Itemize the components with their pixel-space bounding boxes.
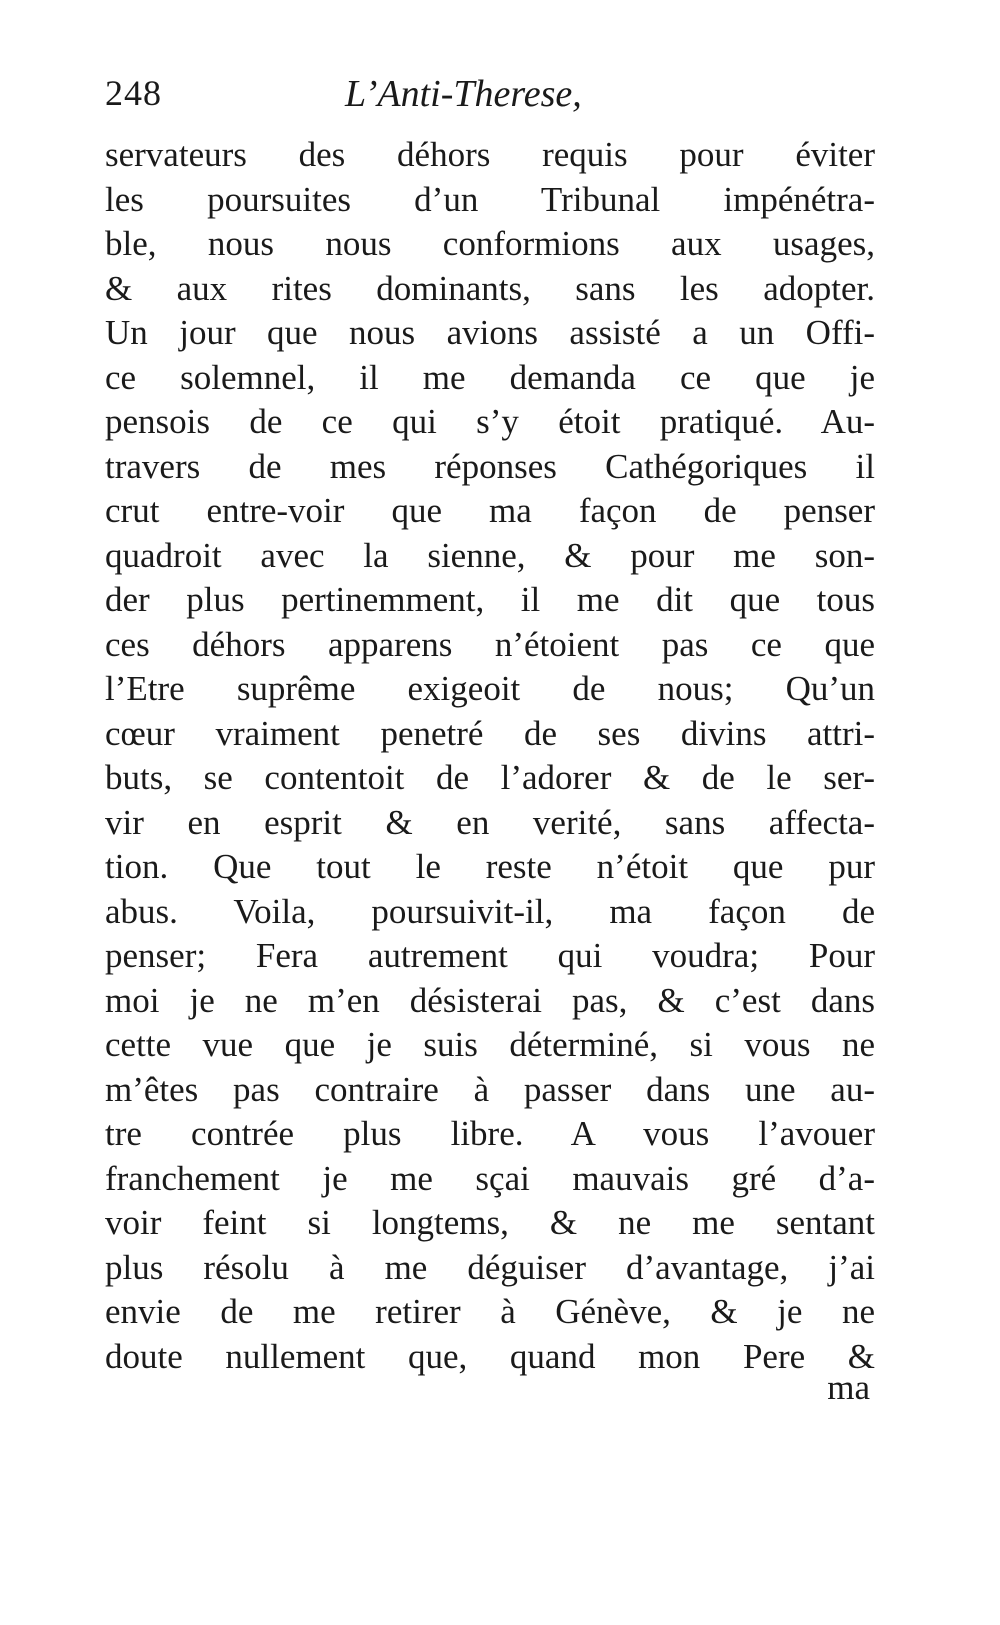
text-line: cœur vraiment penetré de ses divins attri- — [105, 713, 875, 753]
text-line: cette vue que je suis déterminé, si vous ne — [105, 1025, 875, 1064]
text-line: abus. Voila, poursuivit-il, ma façon de — [105, 891, 875, 931]
text-line: envie de me retirer à Génève, & je ne — [105, 1292, 875, 1331]
text-line: quadroit avec la sienne, & pour me son- — [105, 535, 875, 575]
catchword: ma — [827, 1368, 870, 1407]
text-line: m’êtes pas contraire à passer dans une au- — [105, 1069, 875, 1109]
text-line: l’Etre suprême exigeoit de nous; Qu’un — [105, 669, 875, 708]
text-line: voir feint si longtems, & ne me sentant — [105, 1203, 875, 1242]
text-line: ble, nous nous conformions aux usages, — [105, 224, 875, 263]
text-line: moi je ne m’en désisterai pas, & c’est dans — [105, 980, 875, 1020]
text-line: franchement je me sçai mauvais gré d’a- — [105, 1158, 875, 1198]
text-line: pensois de ce qui s’y étoit pratiqué. Au- — [105, 402, 875, 441]
text-line: plus résolu à me déguiser d’avantage, j’ai — [105, 1247, 875, 1287]
text-line: penser; Fera autrement qui voudra; Pour — [105, 936, 875, 975]
text-line: Un jour que nous avions assisté a un Offi- — [105, 313, 875, 352]
text-line: tre contrée plus libre. A vous l’avouer — [105, 1114, 875, 1153]
text-line: ce solemnel, il me demanda ce que je — [105, 357, 875, 397]
text-line: & aux rites dominants, sans les adopter. — [105, 268, 875, 308]
text-line: tion. Que tout le reste n’étoit que pur — [105, 847, 875, 886]
page-header — [105, 72, 875, 132]
text-line: ces déhors apparens n’étoient pas ce que — [105, 624, 875, 664]
text-line: vir en esprit & en verité, sans affecta- — [105, 802, 875, 842]
text-line: crut entre-voir que ma façon de penser — [105, 491, 875, 530]
page-number: 248 — [105, 73, 162, 113]
text-line: der plus pertinemment, il me dit que tous — [105, 580, 875, 619]
running-title: L’Anti-Therese, — [345, 73, 582, 115]
body-text — [105, 133, 875, 1379]
text-line: travers de mes réponses Cathégoriques il — [105, 446, 875, 486]
text-line: buts, se contentoit de l’adorer & de le ser- — [105, 758, 875, 797]
text-line: servateurs des déhors requis pour éviter — [105, 135, 875, 174]
text-line: doute nullement que, quand mon Pere & — [105, 1336, 875, 1376]
text-line: les poursuites d’un Tribunal impénétra- — [105, 179, 875, 219]
